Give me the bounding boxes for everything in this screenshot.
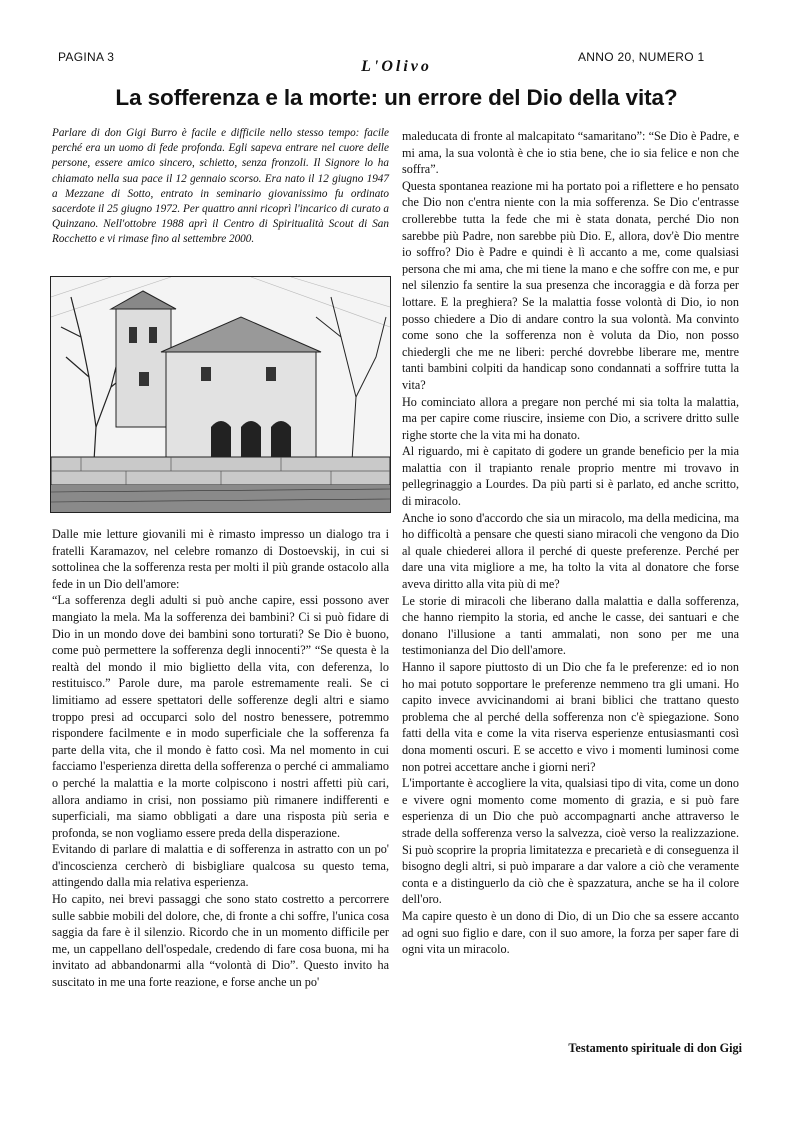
paragraph: L'importante è accogliere la vita, qualsiasi tipo di vita, come un dono e vivere ogni momento come momento di grazia, e si può fare esperienza di un Dio che può accompagnarti anche attraverso le strade della sofferenza verso la salvezza, cioè verso la realizzazione. Si può scoprire la propria limitatezza e precarietà e di conseguenza il bisogno degli altri, si può imparare a dar valore a ciò che veramente conta e a distinguerlo da ciò che è spazzatura, anche se ha il colore dell'oro. <box>402 776 739 907</box>
article-title: La sofferenza e la morte: un errore del Dio della vita? <box>115 85 678 110</box>
paragraph: maleducata di fronte al malcapitato “samaritano”: “Se Dio è Padre, e mi ama, la sua volontà è che io stia bene, che io sia felice e non che soffra”. <box>402 129 739 177</box>
paragraph: Hanno il sapore piuttosto di un Dio che fa le preferenze: ed io non ho mai potuto sopportare le preferenze nemmeno tra gli umani. Ho capito invece avvicinandomi ai brani biblici che trattano questo problema che al perché della sofferenza non c'è spiegazione. Sono fatti della vita e come la vita riserva esperienze entusiasmanti così dona momenti oscuri. E se accetto e vivo i momenti luminosi come non potrei accettare anche i giorni neri? <box>402 660 739 774</box>
paragraph: Ma capire questo è un dono di Dio, di un Dio che sa essere accanto ad ogni suo figlio e dare, con il suo amore, la forza per saper fare di ogni vita un miracolo. <box>402 908 739 957</box>
page-label: PAGINA 3 <box>58 50 115 64</box>
paragraph: Le storie di miracoli che liberano dalla malattia e dalla sofferenza, che hanno riempito la storia, ed anche le casse, dei santuari e che donano l'illusione a tanti ammalati, non sono per me una testimonianza del Dio dell'amore. <box>402 593 739 658</box>
paragraph: Questa spontanea reazione mi ha portato poi a riflettere e ho pensato che Dio non c'entra niente con la mia sofferenza. Se Dio c'entrasse crollerebbe tutta la fede che mi è stata donata, perché Dio non sarebbe più Padre, non sarebbe più Dio. E, allora, dov'è Dio mentre io soffro? Dio è Padre e quindi è lì accanto a me, come qualsiasi persona che mi ama, che mi tiene la mano e che soffre con me, e pur nel silenzio fa sentire la sua presenza che incoraggia e dà forza per lottare. E la preghiera? Se la malattia fosse volontà di Dio, io non posso chiedere a Dio di andare contro la sua volontà. Ma convinto come sono che la sofferenza non è voluta da Dio, non posso chiedergli che me ne liberi: perché dovrebbe liberare me, mentre tanti bambini colpiti da handicap sono condannati a soffrire tutta la vita? <box>402 178 739 392</box>
paragraph: Anche io sono d'accordo che sia un miracolo, ma della medicina, ma ho difficoltà a pensare che questi siano miracoli che vengono da Dio al quale chiederei allora il perché di queste preferenze. Perché per dare una vita migliore a me, ha tolto la vita al donatore che forse aveva diritto alla vita più di me? <box>402 510 739 592</box>
paragraph: Dalle mie letture giovanili mi è rimasto impresso un dialogo tra i fratelli Karamazov, nel celebre romanzo di Dostoevskij, in cui si sottolinea che la sofferenza resta per molti il più grande ostacolo alla fede in un Dio dell'amore: <box>52 527 389 591</box>
paragraph: Evitando di parlare di malattia e di sofferenza in astratto con un po' d'incoscienza cercherò di bisbigliare qualcosa su questo tema, attingendo dalla mia relativa esperienza. <box>52 842 389 890</box>
church-illustration <box>50 276 391 513</box>
paragraph: Ho capito, nei brevi passaggi che sono stato costretto a percorrere sulle sabbie mobili del dolore, che, di fronte a chi soffre, l'unica cosa saggia da fare è il silenzio. Ricordo che in un momento difficile per me, un cappellano dell'ospedale, credendo di fare cosa buona, mi ha invitato ad abbandonarmi alla “volontà di Dio”. Questo invito ha suscitato in me una forte reazione, e forse anche un po' <box>52 892 389 990</box>
article-signature: Testamento spirituale di don Gigi <box>568 1041 742 1055</box>
paragraph: “La sofferenza degli adulti si può anche capire, essi possono aver mangiato la mela. Ma la sofferenza dei bambini? Ci si può fidare di Dio in un mondo dove dei bambini sono torturati? Se Dio è buono, come può permettere la sofferenza degli innocenti?” “Se questa è la realtà del mondo il mio biglietto della vita, con deferenza, lo restituisco.” Parole dure, ma parole estremamente reali. Se ci limitiamo ad essere spettatori delle sofferenze degli altri e siamo troppo presi ad occuparci solo del nostro benessere, potremmo rispondere facilmente e in modo superficiale che la sofferenza fa parte della vita, che il mondo è fatto così. Ma nel momento in cui facciamo l'esperienza diretta della sofferenza o perché ci ammaliamo o perché la malattia e la morte colpiscono i nostri affetti più cari, allora andiamo in crisi, non possiamo più rimanere indifferenti e superficiali, ma siamo obbligati a dare una risposta più seria e profonda, se non vogliamo essere preda della disperazione. <box>52 593 389 840</box>
article-intro: Parlare di don Gigi Burro è facile e difficile nello stesso tempo: facile perché era un uomo di fede profonda. Egli sapeva entrare nel cuore delle persone, essere amico sincero, schietto, senza fronzoli. Il Signore lo ha chiamato nella sua pace il 12 gennaio scorso. Era nato il 12 giugno 1947 a Mezzane di Sotto, entrato in seminario giovanissimo fu ordinato sacerdote il 25 giugno 1972. Per quattro anni ricoprì l'incarico di curato a Quinzano. Nell'ottobre 1988 aprì il Centro di Spiritualità Scout di San Rocchetto e vi rimase fino al settembre 2000. <box>52 127 389 246</box>
right-column <box>402 128 739 958</box>
masthead: L'Olivo <box>361 58 432 75</box>
issue-label: ANNO 20, NUMERO 1 <box>578 50 705 64</box>
paragraph: Al riguardo, mi è capitato di godere un grande beneficio per la mia malattia con il trapianto renale proprio mentre mi trovavo in pellegrinaggio a Lourdes. Da più parti si è parlato, ed anche scritto, di miracolo. <box>402 444 739 509</box>
paragraph: Ho cominciato allora a pregare non perché mi sia tolta la malattia, ma per capire come riuscire, insieme con Dio, a scrivere dritto sulle righe storte che la vita mi ha donato. <box>402 394 739 442</box>
left-column <box>52 526 389 991</box>
church-sketch-icon <box>51 277 390 512</box>
